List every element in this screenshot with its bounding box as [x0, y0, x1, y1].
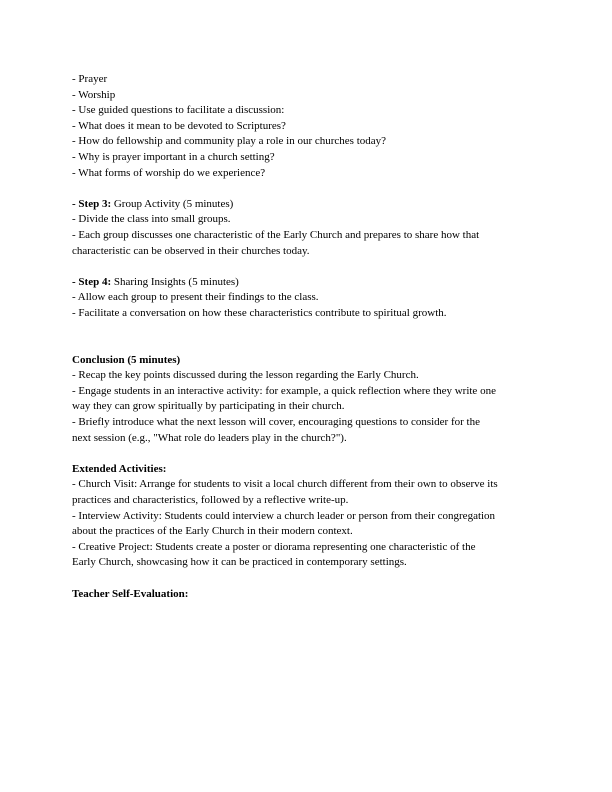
extended-activities-section	[72, 462, 542, 571]
step-3-line: characteristic can be observed in their churches today.	[72, 244, 310, 257]
step-4-section	[72, 275, 542, 322]
list-item: - Prayer	[72, 73, 108, 85]
self-evaluation-section	[72, 587, 542, 603]
conclusion-line: - Briefly introduce what the next lesson will cover, encouraging questions to consider for the	[72, 416, 480, 429]
list-item: - What forms of worship do we experience?	[72, 166, 266, 179]
list-item: - Worship	[72, 88, 116, 101]
list-item: - What does it mean to be devoted to Scriptures?	[72, 119, 286, 132]
conclusion-line: - Engage students in an interactive activity: for example, a quick reflection where they write one	[72, 384, 496, 397]
conclusion-section	[72, 353, 542, 447]
conclusion-line: way they can grow spiritually by participating in their church.	[72, 400, 345, 413]
extended-activity-line: - Interview Activity: Students could interview a church leader or person from their congregation	[72, 509, 496, 522]
step-3-line: - Divide the class into small groups.	[72, 213, 231, 226]
step-3-title: Group Activity (5 minutes)	[111, 197, 234, 210]
extended-activity-line: - Creative Project: Students create a poster or diorama representing one characteristic of the	[72, 540, 476, 553]
step-4-title: Sharing Insights (5 minutes)	[111, 275, 239, 288]
list-item: - Why is prayer important in a church setting?	[72, 150, 275, 163]
extended-activities-heading: Extended Activities:	[72, 462, 167, 475]
step-4-heading	[72, 275, 542, 291]
step-4-line: - Allow each group to present their findings to the class.	[72, 291, 319, 304]
list-item: - How do fellowship and community play a role in our churches today?	[72, 135, 387, 148]
step-3-section	[72, 197, 542, 259]
discussion-list	[72, 72, 542, 181]
step-3-label: - Step 3:	[72, 197, 112, 210]
step-3-line: - Each group discusses one characteristic of the Early Church and prepares to share how that	[72, 228, 480, 241]
document-body	[72, 72, 542, 602]
extended-activity-line: - Church Visit: Arrange for students to visit a local church different from their own to observe its	[72, 478, 498, 491]
extended-activity-line: Early Church, showcasing how it can be practiced in contemporary settings.	[72, 556, 407, 569]
step-3-heading	[72, 197, 542, 213]
conclusion-line: - Recap the key points discussed during the lesson regarding the Early Church.	[72, 369, 419, 382]
extended-activity-line: about the practices of the Early Church in their modern context.	[72, 525, 353, 538]
list-item: - Use guided questions to facilitate a discussion:	[72, 104, 285, 117]
self-evaluation-heading: Teacher Self-Evaluation:	[72, 587, 189, 600]
conclusion-line: next session (e.g., "What role do leaders play in the church?").	[72, 431, 347, 444]
step-4-line: - Facilitate a conversation on how these characteristics contribute to spiritual growth.	[72, 306, 447, 319]
conclusion-heading: Conclusion (5 minutes)	[72, 353, 181, 366]
step-4-label: - Step 4:	[72, 275, 112, 288]
extended-activity-line: practices and characteristics, followed by a reflective write-up.	[72, 494, 349, 507]
